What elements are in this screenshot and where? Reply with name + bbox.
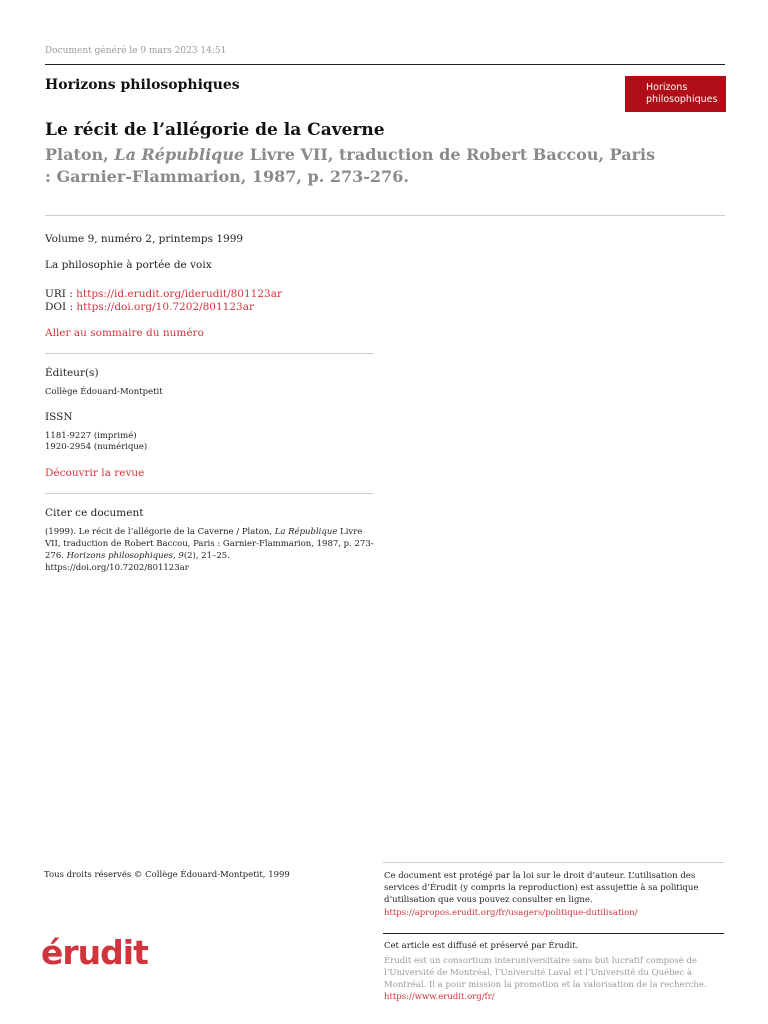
citation-text <box>45 526 375 574</box>
footer-divider <box>383 862 724 863</box>
subtitle-author: Platon, <box>45 145 115 164</box>
footer-divider-dark <box>383 933 724 934</box>
citation-journal: Horizons philosophiques <box>66 551 173 561</box>
citation-work: La République <box>274 527 338 537</box>
copyright-notice: Tous droits réservés © Collège Édouard-Montpetit, 1999 <box>44 870 290 880</box>
uri-link[interactable]: https://id.erudit.org/iderudit/801123ar <box>76 288 282 300</box>
top-divider <box>45 64 725 65</box>
consortium-text: Érudit est un consortium interuniversitaire sans but lucratif composé de l’Université de Montréal, l’Université Laval et l’Université du Québec à Montréal. Il a pour mission la promotion et la valorisation de la recherche. <box>384 956 707 990</box>
journal-logo-line2: philosophiques <box>646 94 718 105</box>
divider-citation <box>45 493 373 494</box>
doi-label: DOI : <box>45 301 77 313</box>
citation-part1: (1999). Le récit de l’allégorie de la Caverne / Platon, <box>45 527 275 537</box>
policy-link[interactable]: https://apropos.erudit.org/fr/usagers/politique-dutilisation/ <box>384 908 638 918</box>
subtitle-work: La République <box>114 145 245 164</box>
issue-volume: Volume 9, numéro 2, printemps 1999 <box>45 233 244 245</box>
uri-label: URI : <box>45 288 77 300</box>
uri-line <box>45 288 282 300</box>
toc-link[interactable]: Aller au sommaire du numéro <box>45 327 204 339</box>
protection-text: Ce document est protégé par la loi sur le droit d’auteur. L’utilisation des services d’Érudit (y compris la reproduction) est assujettie à sa politique d’utilisation que vous pouvez consulter en ligne. <box>384 871 699 905</box>
divider-publisher <box>45 353 373 354</box>
publisher-heading: Éditeur(s) <box>45 367 99 379</box>
citation-part3: , <box>172 551 179 561</box>
citation-volume: 9 <box>178 551 184 561</box>
doi-line <box>45 301 254 313</box>
doi-link[interactable]: https://doi.org/10.7202/801123ar <box>76 301 254 313</box>
diffusion-notice: Cet article est diffusé et préservé par Érudit. <box>384 941 579 951</box>
journal-name: Horizons philosophiques <box>45 77 240 93</box>
journal-logo[interactable] <box>625 76 726 112</box>
discover-journal-link[interactable]: Découvrir la revue <box>45 467 145 479</box>
erudit-logo[interactable]: érudit <box>41 933 148 972</box>
citation-heading: Citer ce document <box>45 507 144 519</box>
citation-part2: Livre VII, traduction de Robert Baccou, Paris : Garnier-Flammarion, 1987, p. 273-276. <box>45 527 374 561</box>
journal-logo-line1: Horizons <box>646 82 688 93</box>
article-title: Le récit de l’allégorie de la Caverne <box>45 120 385 140</box>
issn-print: 1181-9227 (imprimé) <box>45 431 137 441</box>
article-subtitle <box>45 144 665 188</box>
subtitle-details: Livre VII, traduction de Robert Baccou, Paris : Garnier-Flammarion, 1987, p. 273-276. <box>45 145 656 186</box>
citation-part4: (2), 21–25. https://doi.org/10.7202/801123ar <box>45 551 230 573</box>
issn-heading: ISSN <box>45 411 73 423</box>
section-divider <box>45 215 725 216</box>
issn-digital: 1920-2954 (numérique) <box>45 442 148 452</box>
consortium-notice <box>384 955 714 1003</box>
publisher-name: Collège Édouard-Montpetit <box>45 387 163 397</box>
generated-date: Document généré le 9 mars 2023 14:51 <box>45 46 227 56</box>
issue-theme: La philosophie à portée de voix <box>45 259 212 271</box>
erudit-site-link[interactable]: https://www.erudit.org/fr/ <box>384 992 495 1002</box>
protection-notice <box>384 870 714 919</box>
